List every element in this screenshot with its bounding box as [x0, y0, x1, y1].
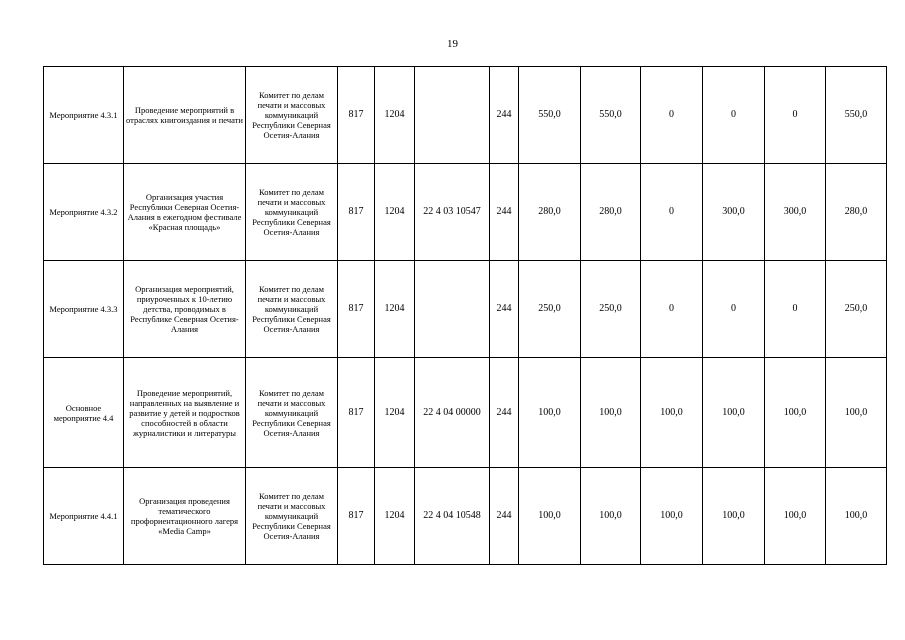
- vr-cell: 244: [490, 67, 519, 164]
- value-cell: 250,0: [519, 261, 581, 358]
- value-cell: 550,0: [581, 67, 641, 164]
- value-cell: 100,0: [703, 358, 765, 468]
- grbs-cell: 817: [338, 164, 375, 261]
- table-row: [44, 164, 887, 261]
- budget-table: [43, 66, 887, 565]
- value-cell: 300,0: [703, 164, 765, 261]
- vr-cell: 244: [490, 358, 519, 468]
- value-cell: 100,0: [703, 468, 765, 565]
- rzpr-cell: 1204: [375, 261, 415, 358]
- value-cell: 100,0: [519, 468, 581, 565]
- value-cell: 100,0: [519, 358, 581, 468]
- value-cell: 250,0: [826, 261, 887, 358]
- value-cell: 280,0: [826, 164, 887, 261]
- value-cell: 0: [641, 67, 703, 164]
- value-cell: 100,0: [581, 468, 641, 565]
- table-row: [44, 261, 887, 358]
- value-cell: 100,0: [641, 468, 703, 565]
- csr-cell: 22 4 03 10547: [415, 164, 490, 261]
- measure-description-cell: Организация мероприятий, приуроченных к 10-летию детства, проводимых в Республике Северная Осетия-Алания: [124, 261, 246, 358]
- value-cell: 550,0: [519, 67, 581, 164]
- value-cell: 280,0: [581, 164, 641, 261]
- value-cell: 0: [703, 67, 765, 164]
- value-cell: 250,0: [581, 261, 641, 358]
- csr-cell: 22 4 04 00000: [415, 358, 490, 468]
- value-cell: 0: [641, 261, 703, 358]
- csr-cell: [415, 67, 490, 164]
- page-number: 19: [447, 38, 458, 50]
- csr-cell: 22 4 04 10548: [415, 468, 490, 565]
- measure-name-cell: Мероприятие 4.3.1: [44, 67, 124, 164]
- csr-cell: [415, 261, 490, 358]
- executor-cell: Комитет по делам печати и массовых коммуникаций Республики Северная Осетия-Алания: [246, 67, 338, 164]
- grbs-cell: 817: [338, 67, 375, 164]
- executor-cell: Комитет по делам печати и массовых коммуникаций Республики Северная Осетия-Алания: [246, 164, 338, 261]
- value-cell: 100,0: [581, 358, 641, 468]
- executor-cell: Комитет по делам печати и массовых коммуникаций Республики Северная Осетия-Алания: [246, 261, 338, 358]
- measure-name-cell: Мероприятие 4.3.3: [44, 261, 124, 358]
- measure-description-cell: Проведение мероприятий в отраслях книгоиздания и печати: [124, 67, 246, 164]
- measure-description-cell: Организация участия Республики Северная Осетия-Алания в ежегодном фестивале «Красная площадь»: [124, 164, 246, 261]
- rzpr-cell: 1204: [375, 164, 415, 261]
- grbs-cell: 817: [338, 468, 375, 565]
- value-cell: 0: [765, 67, 826, 164]
- measure-name-cell: Основное мероприятие 4.4: [44, 358, 124, 468]
- table-row: [44, 468, 887, 565]
- rzpr-cell: 1204: [375, 468, 415, 565]
- value-cell: 0: [703, 261, 765, 358]
- value-cell: 100,0: [826, 468, 887, 565]
- measure-description-cell: Организация проведения тематического профориентационного лагеря «Media Camp»: [124, 468, 246, 565]
- rzpr-cell: 1204: [375, 67, 415, 164]
- rzpr-cell: 1204: [375, 358, 415, 468]
- value-cell: 550,0: [826, 67, 887, 164]
- vr-cell: 244: [490, 164, 519, 261]
- value-cell: 0: [765, 261, 826, 358]
- value-cell: 0: [641, 164, 703, 261]
- table-row: [44, 358, 887, 468]
- vr-cell: 244: [490, 468, 519, 565]
- vr-cell: 244: [490, 261, 519, 358]
- value-cell: 280,0: [519, 164, 581, 261]
- value-cell: 100,0: [826, 358, 887, 468]
- value-cell: 100,0: [765, 468, 826, 565]
- measure-description-cell: Проведение мероприятий, направленных на выявление и развитие у детей и подростков способностей в области журналистики и литературы: [124, 358, 246, 468]
- value-cell: 300,0: [765, 164, 826, 261]
- executor-cell: Комитет по делам печати и массовых коммуникаций Республики Северная Осетия-Алания: [246, 468, 338, 565]
- grbs-cell: 817: [338, 261, 375, 358]
- table-row: [44, 67, 887, 164]
- value-cell: 100,0: [765, 358, 826, 468]
- measure-name-cell: Мероприятие 4.4.1: [44, 468, 124, 565]
- grbs-cell: 817: [338, 358, 375, 468]
- value-cell: 100,0: [641, 358, 703, 468]
- executor-cell: Комитет по делам печати и массовых коммуникаций Республики Северная Осетия-Алания: [246, 358, 338, 468]
- measure-name-cell: Мероприятие 4.3.2: [44, 164, 124, 261]
